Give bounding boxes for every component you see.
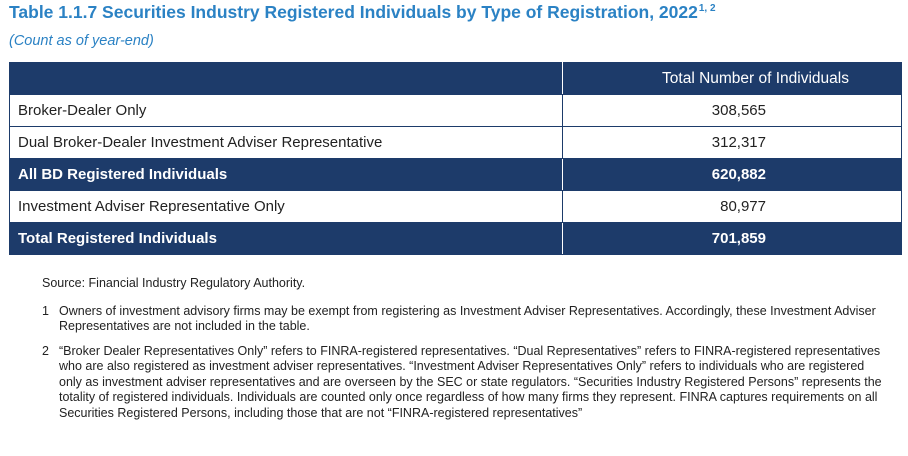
header-label-cell [10, 63, 563, 95]
row-label: Dual Broker-Dealer Investment Adviser Representative [10, 127, 563, 159]
table-row [10, 95, 902, 127]
table-title [9, 2, 716, 23]
total-row [10, 223, 902, 255]
footnote-text: Owners of investment advisory firms may be exempt from registering as Investment Adviser Representatives. Accordingly, these Investment Adviser Representatives are not included in the table. [59, 303, 876, 333]
footnote [42, 344, 882, 422]
footnote-number: 1 [42, 303, 49, 318]
table-row [10, 191, 902, 223]
footnote [42, 304, 882, 335]
footnote-number: 2 [42, 343, 49, 358]
subtotal-row [10, 159, 902, 191]
footnote-text: “Broker Dealer Representatives Only” refers to FINRA-registered representatives. “Dual Representatives” refers to FINRA-registered representatives who are also registered as investment adviser representatives. “Investment Adviser Representatives Only” refers to individuals who are registered only as investment adviser representatives and are overseen by the SEC or state regulators. “Securities Industry Registered Persons” represents the totality of registered individuals. Individuals are counted only once regardless of how many firms they represent. FINRA captures requirements on all Securities Registered Persons, including those that are not “FINRA-registered representatives” [59, 343, 882, 420]
source-note: Source: Financial Industry Regulatory Authority. [42, 276, 306, 290]
table-title-text: Table 1.1.7 Securities Industry Registered Individuals by Type of Registration, 2022 [9, 2, 698, 22]
table-header-row [10, 63, 902, 95]
row-value: 701,859 [563, 223, 902, 255]
title-footnote-ref: 1, 2 [698, 3, 716, 14]
row-value: 620,882 [563, 159, 902, 191]
row-value: 312,317 [563, 127, 902, 159]
table-subtitle: (Count as of year-end) [9, 33, 154, 49]
row-label: Broker-Dealer Only [10, 95, 563, 127]
header-value-cell: Total Number of Individuals [563, 63, 902, 95]
row-label: Total Registered Individuals [10, 223, 563, 255]
registration-table [9, 62, 902, 255]
row-value: 308,565 [563, 95, 902, 127]
row-value: 80,977 [563, 191, 902, 223]
row-label: All BD Registered Individuals [10, 159, 563, 191]
table-row [10, 127, 902, 159]
row-label: Investment Adviser Representative Only [10, 191, 563, 223]
table-notes [42, 276, 882, 430]
